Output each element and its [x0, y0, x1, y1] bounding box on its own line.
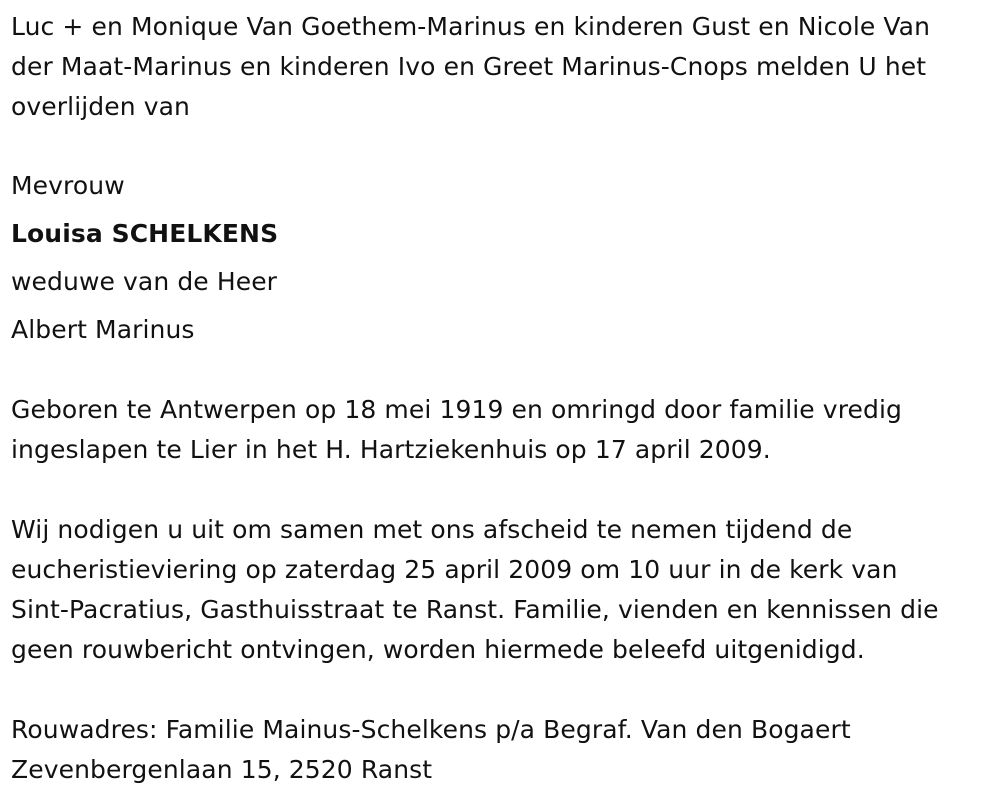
invitation-line-3: Sint-Pacratius, Gasthuisstraat te Ranst. Familie, vienden en kennissen die — [11, 595, 939, 624]
intro-line-1: Luc + en Monique Van Goethem-Marinus en kinderen Gust en Nicole Van — [11, 12, 931, 41]
invitation-line-1: Wij nodigen u uit om samen met ons afscheid te nemen tijdend de — [11, 515, 853, 544]
relation-text: weduwe van de Heer — [11, 267, 278, 296]
birth-death-line-1: Geboren te Antwerpen op 18 mei 1919 en omringd door familie vredig — [11, 395, 902, 424]
deceased-name: Louisa SCHELKENS — [11, 219, 279, 248]
invitation-line-2: eucheristieviering op zaterdag 25 april 2009 om 10 uur in de kerk van — [11, 555, 898, 584]
invitation-line-4: geen rouwbericht ontvingen, worden hiermede beleefd uitgenidigd. — [11, 635, 865, 664]
intro-line-3: overlijden van — [11, 92, 190, 121]
birth-death-line-2: ingeslapen te Lier in het H. Hartziekenhuis op 17 april 2009. — [11, 435, 771, 464]
salutation: Mevrouw — [11, 171, 125, 200]
intro-line-2: der Maat-Marinus en kinderen Ivo en Greet Marinus-Cnops melden U het — [11, 52, 927, 81]
spouse-name: Albert Marinus — [11, 315, 195, 344]
address-line-2: Zevenbergenlaan 15, 2520 Ranst — [11, 755, 433, 784]
address-line-1: Rouwadres: Familie Mainus-Schelkens p/a Begraf. Van den Bogaert — [11, 715, 851, 744]
